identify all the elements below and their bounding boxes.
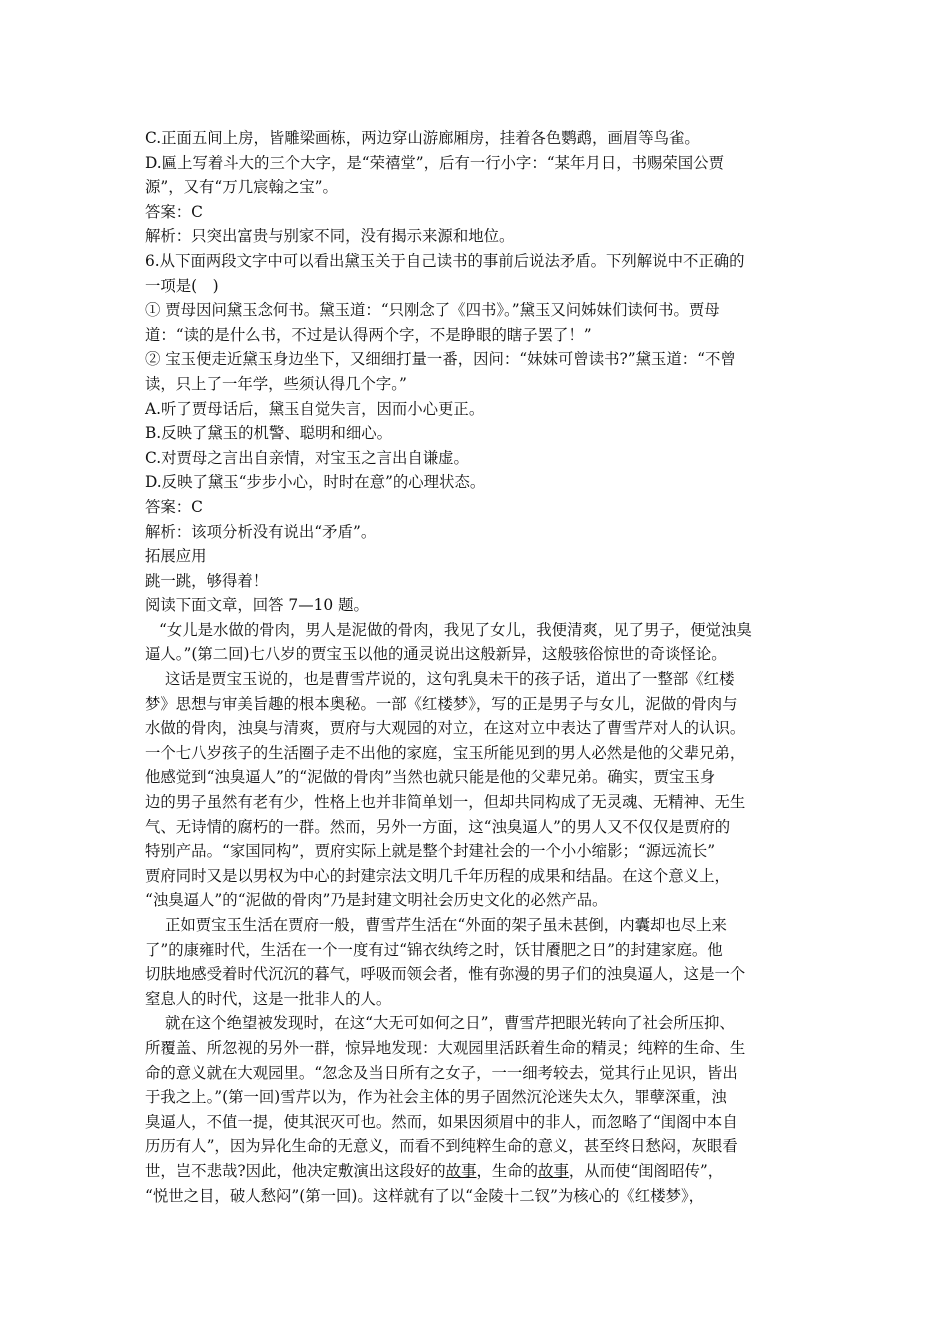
article-line: 水做的骨肉，浊臭与清爽，贾府与大观园的对立，在这对立中表达了曹雪芹对人的认识。	[145, 719, 746, 738]
passage-1-line-1: ① 贾母因问黛玉念何书。黛玉道：“只刚念了《四书》。”黛玉又问姊妹们读何书。贾母	[145, 301, 720, 320]
answer-5: 答案：C	[145, 202, 203, 221]
article-line: 梦》思想与审美旨趣的根本奥秘。一部《红楼梦》，写的正是男子与女儿，泥做的骨肉与	[145, 694, 738, 713]
section-subheading: 跳一跳，够得着！	[145, 571, 269, 590]
text-run: 世，岂不悲哉?因此，他决定敷演出这段好的	[145, 1161, 446, 1180]
option-d-line-2: 源”，又有“万几宸翰之宝”。	[145, 178, 338, 197]
option-c: C.正面五间上房，皆雕梁画栋，两边穿山游廊厢房，挂着各色鹦鹉，画眉等鸟雀。	[145, 129, 700, 147]
article-line: 了”的康雍时代，生活在一个一度有过“锦衣纨绔之时，饫甘餍肥之日”的封建家庭。他	[145, 940, 723, 959]
article-line-with-links	[145, 1159, 809, 1184]
section-heading: 拓展应用	[145, 547, 207, 566]
article-line: 切肤地感受着时代沉沉的暮气，呼吸而领会者，惟有弥漫的男子们的浊臭逼人，这是一个	[145, 965, 746, 984]
article-line: 逼人。”(第二回)七八岁的贾宝玉以他的通灵说出这般新异，这般骇俗惊世的奇谈怪论。	[145, 645, 727, 664]
document-page	[145, 126, 809, 1208]
article-line: 这话是贾宝玉说的，也是曹雪芹说的，这句乳臭未干的孩子话，道出了一整部《红楼	[165, 670, 735, 689]
article-line: 历历有人”，因为异化生命的无意义，而看不到纯粹生命的意义，甚至终日愁闷，灰眼看	[145, 1137, 738, 1156]
passage-2-line-2: 读，只上了一年学，些须认得几个字。”	[145, 374, 407, 393]
option-a-6: A.听了贾母话后，黛玉自觉失言，因而小心更正。	[145, 399, 485, 418]
answer-6: 答案：C	[145, 497, 203, 516]
article-line: 边的男子虽然有老有少，性格上也并非简单划一，但却共同构成了无灵魂、无精神、无生	[145, 793, 746, 812]
analysis-6: 解析：该项分析没有说出“矛盾”。	[145, 522, 377, 541]
article-line: 于我之上。”(第一回)雪芹以为，作为社会主体的男子固然沉沦迷失太久，罪孽深重，浊	[145, 1088, 727, 1107]
question-6-line-2: 一项是( )	[145, 276, 219, 295]
reading-instruction: 阅读下面文章，回答 7—10 题。	[145, 596, 369, 615]
option-d-line-1: D.匾上写着斗大的三个大字，是“荣禧堂”，后有一行小字：“某年月日，书赐荣国公贾	[145, 153, 724, 172]
option-c-6: C.对贾母之言出自亲情，对宝玉之言出自谦虚。	[145, 448, 469, 467]
article-line: 就在这个绝望被发现时，在这“大无可如何之日”，曹雪芹把眼光转向了社会所压抑、	[165, 1014, 735, 1033]
article-line: “女儿是水做的骨肉，男人是泥做的骨肉，我见了女儿，我便清爽，见了男子，便觉浊臭	[159, 620, 752, 639]
article-line: 臭逼人，不值一提，使其泯灭可也。然而，如果因须眉中的非人，而忽略了“闺阁中本自	[145, 1112, 738, 1131]
article-line: 他感觉到“浊臭逼人”的“泥做的骨肉”当然也就只能是他的父辈兄弟。确实，贾宝玉身	[145, 768, 716, 787]
text-run: ，生命的	[476, 1161, 539, 1180]
option-b-6: B.反映了黛玉的机警、聪明和细心。	[145, 424, 393, 443]
article-line: 窒息人的时代，这是一批非人的人。	[145, 989, 392, 1008]
passage-1-line-2: 道：“读的是什么书，不过是认得两个字，不是睁眼的瞎子罢了！”	[145, 325, 592, 344]
article-line: “浊臭逼人”的“泥做的骨肉”乃是封建文明社会历史文化的必然产品。	[145, 891, 608, 910]
article-line: 一个七八岁孩子的生活圈子走不出他的家庭，宝玉所能见到的男人必然是他的父辈兄弟，	[145, 743, 746, 762]
passage-2-line-1: ② 宝玉便走近黛玉身边坐下，又细细打量一番，因问：“妹妹可曾读书?”黛玉道：“不曾	[145, 350, 736, 369]
article-line: 气、无诗情的腐朽的一群。然而，另外一方面，这“浊臭逼人”的男人又不仅仅是贾府的	[145, 817, 731, 836]
article-line: 命的意义就在大观园里。“忽念及当日所有之女子，一一细考较去，觉其行止见识，皆出	[145, 1063, 738, 1082]
story-link[interactable]: 故事	[445, 1161, 477, 1180]
article-line: 特别产品。“家国同构”，贾府实际上就是整个封建社会的一个小小缩影；“源远流长”	[145, 842, 716, 861]
analysis-5: 解析：只突出富贵与别家不同，没有揭示来源和地位。	[145, 227, 515, 246]
option-d-6: D.反映了黛玉“步步小心，时时在意”的心理状态。	[145, 473, 486, 492]
text-run: ，从而使“闺阁昭传”，	[568, 1161, 724, 1180]
story-link[interactable]: 故事	[538, 1161, 569, 1180]
article-line: 贾府同时又是以男权为中心的封建宗法文明几千年历程的成果和结晶。在这个意义上，	[145, 866, 730, 885]
article-line: 正如贾宝玉生活在贾府一般，曹雪芹生活在“外面的架子虽未甚倒，内囊却也尽上来	[165, 916, 727, 934]
article-line: 所覆盖、所忽视的另外一群，惊异地发现：大观园里活跃着生命的精灵；纯粹的生命、生	[145, 1038, 746, 1057]
article-line: “悦世之目，破人愁闷”(第一回)。这样就有了以“金陵十二钗”为核心的《红楼梦》，	[145, 1186, 705, 1205]
question-6-line-1: 6.从下面两段文字中可以看出黛玉关于自己读书的事前后说法矛盾。下列解说中不正确的	[145, 251, 745, 270]
